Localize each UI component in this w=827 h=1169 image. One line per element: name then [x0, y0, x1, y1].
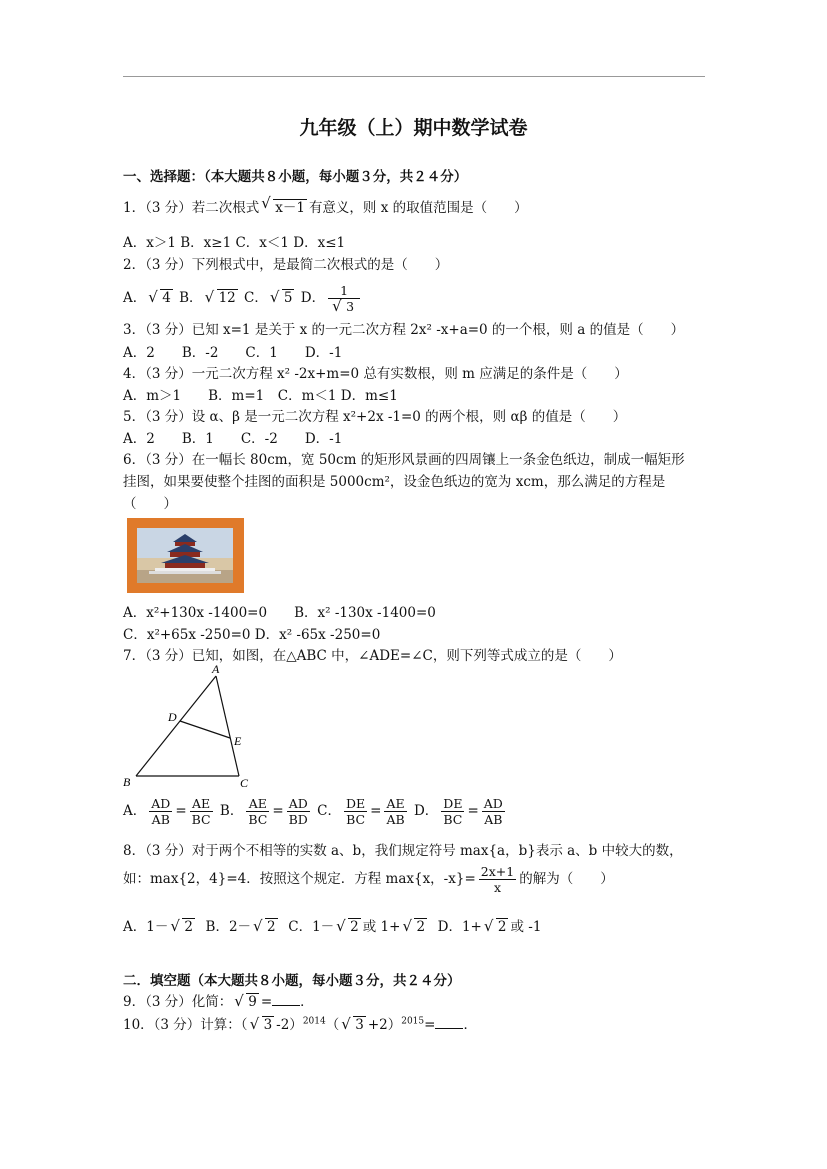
vertex-label-e: E — [234, 734, 242, 748]
question-4: 4．（3 分）一元二次方程 x² -2x+m=0 总有实数根，则 m 应满足的条件是（ ） — [123, 366, 628, 382]
question-8-options: A．1－√ 2 B．2－√ 2 C．1－√ 2 或 1+√ 2 D．1+√ 2 或 -1 — [123, 915, 541, 935]
question-1: 1．（3 分）若二次根式√ x－1 有意义，则 x 的取值范围是（ ） — [123, 196, 528, 216]
page-title: 九年级（上）期中数学试卷 — [299, 117, 528, 139]
question-2: 2．（3 分）下列根式中，是最简二次根式的是（ ） — [123, 257, 449, 273]
sqrt-symbol: √ x－1 — [261, 196, 307, 216]
question-6-line-2: 挂图，如果要使整个挂图的面积是 5000cm²，设金色纸边的宽为 xcm，那么满足的方程是 — [123, 474, 666, 490]
question-8-line-2: 如：max{2，4}=4．按照这个规定．方程 max{x，-x}= $\frac{2x+1}{x}$ 的解为（ ） — [123, 864, 614, 895]
temple-of-heaven-picture — [127, 518, 244, 593]
question-3: 3．（3 分）已知 x=1 是关于 x 的一元二次方程 2x² -x+a=0 的一个根，则 a 的值是（ ） — [123, 322, 685, 338]
question-6-options-1: A．x²+130x -1400=0 B．x² -130x -1400=0 — [123, 605, 436, 621]
question-5-options: A．2 B．1 C．-2 D．-1 — [123, 431, 343, 447]
question-8-line-1: 8．（3 分）对于两个不相等的实数 a、b，我们规定符号 max{a，b}表示 a、b 中较大的数， — [123, 843, 683, 859]
question-4-options: A．m＞1 B．m=1 C．m＜1 D．m≤1 — [123, 388, 398, 404]
vertex-label-b: B — [123, 775, 131, 789]
triangle-figure — [118, 662, 268, 792]
question-10: 10．（3 分）计算：（√ 3 -2）$^{2014}$（√ 3 +2）$^{2015}$= ． — [123, 1013, 477, 1033]
vertex-label-d: D — [168, 710, 177, 724]
question-6-line-3: （ ） — [123, 496, 177, 512]
question-2-options: A．√ 4 B．√ 12 C．√ 5 D． 1 √ 3 — [123, 283, 363, 314]
question-6-options-2: C．x²+65x -250=0 D．x² -65x -250=0 — [123, 627, 381, 643]
question-1-options: A．x＞1 B．x≥1 C．x＜1 D．x≤1 — [123, 235, 346, 251]
vertex-label-a: A — [212, 662, 220, 676]
answer-blank[interactable] — [435, 1016, 463, 1029]
question-9: 9．（3 分）化简：√ 9 = ． — [123, 990, 314, 1010]
section-1-heading: 一、选择题：（本大题共８小题，每小题３分，共２４分） — [123, 169, 468, 185]
answer-blank[interactable] — [272, 993, 300, 1006]
question-7: 7．（3 分）已知，如图，在△ABC 中，∠ADE=∠C，则下列等式成立的是（ ） — [123, 648, 622, 664]
question-5: 5．（3 分）设 α、β 是一元二次方程 x²+2x -1=0 的两个根，则 αβ 的值是（ ） — [123, 409, 627, 425]
question-3-options: A．2 B．-2 C．1 D．-1 — [123, 345, 343, 361]
header-rule — [123, 76, 705, 77]
section-2-heading: 二．填空题（本大题共８小题，每小题３分，共２４分） — [123, 973, 461, 989]
question-6-line-1: 6．（3 分）在一幅长 80cm，宽 50cm 的矩形风景画的四周镶上一条金色纸边，制成一幅矩形 — [123, 452, 685, 468]
question-7-options: A． $\frac{AD}{AB}$ = $\frac{AE}{BC}$ B． $\frac{AE}{BC}$ = $\frac{AD}{BD}$ C． $\frac{DE}{BC}$ = $\frac{AE}{AB}$ D． $\frac{DE}{BC}$ = $\frac{AD}{AB}$ — [123, 796, 503, 827]
vertex-label-c: C — [240, 776, 249, 790]
